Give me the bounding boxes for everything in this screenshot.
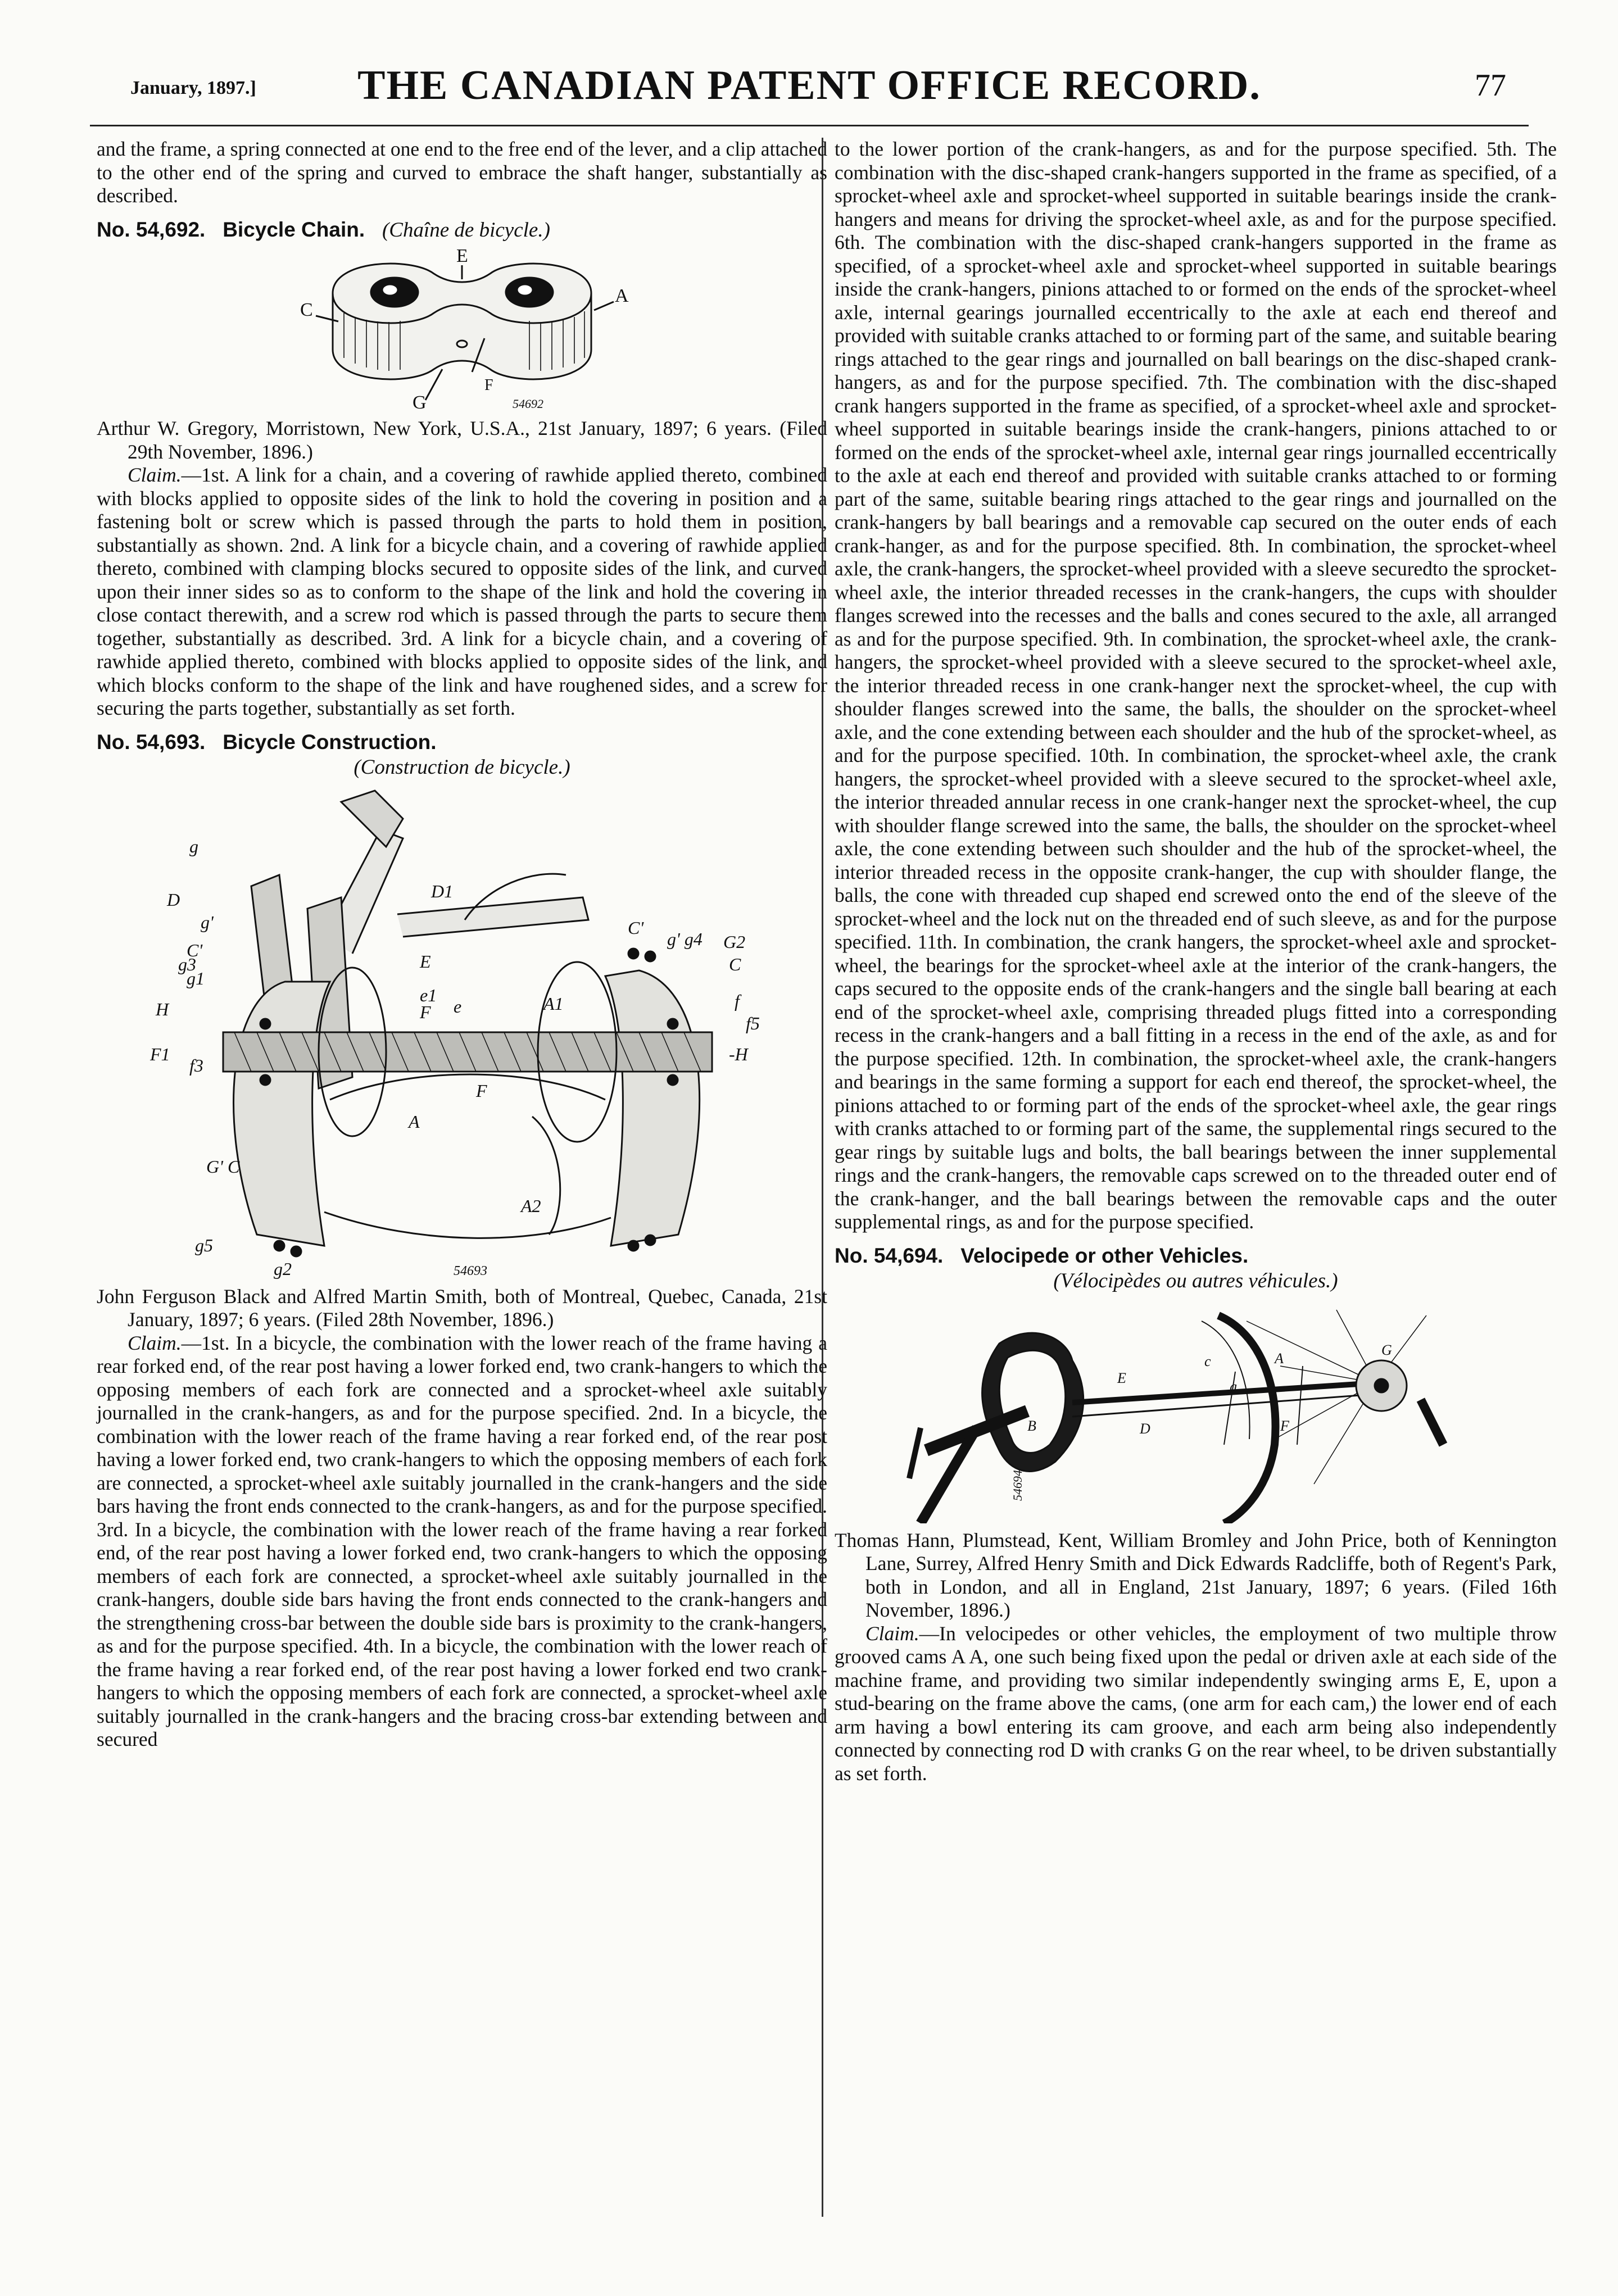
fig-label: -H <box>729 1043 748 1064</box>
claim-text: —1st. In a bicycle, the combination with the lower reach of the frame having a rear forked end, of the rear post having a lower forked end, two crank-hangers to which the opposing members of each fork are connected and a sprocket-wheel axle suitably journalled in the crank-hangers, as and for the purpose specified. 2nd. In a bicycle, the combination with the lower reach of the frame having a rear forked end, of the rear post having a lower forked end, two crank-hangers to which the opposing members of each fork are connected, a sprocket-wheel axle suitably journalled in the crank-hangers and the side bars having the front ends connected to the crank-hangers, as and for the purpose specified. 3rd. In a bicycle, the combination with the lower reach of the frame having a rear forked end, of the rear post having a lower forked end, two crank-hangers to which the opposing members of each fork are connected, a sprocket-wheel axle suitably journalled in the crank-hangers, double side bars having the front ends connected to the crank-hangers and the strengthening cross-bar between the double side bars is proximity to the crank-hangers, as and for the purpose specified. 4th. In a bicycle, the combination with the lower reach of the frame having a rear forked end, of the rear post having a lower forked end two crank-hangers to which the opposing members of each fork are connected, a sprocket-wheel axle suitably journalled in the crank-hangers and the bracing cross-bar extending between and secured <box>97 1331 827 1750</box>
fig-label: c <box>1204 1353 1211 1369</box>
bicycle-chain-figure <box>248 248 676 411</box>
fig-label: D <box>1139 1420 1150 1437</box>
fig-label: g5 <box>195 1235 213 1255</box>
fig-label: g1 <box>187 968 205 988</box>
fig-label: f3 <box>189 1055 203 1076</box>
claim-label: Claim. <box>128 464 182 486</box>
fig-label: A1 <box>543 993 564 1014</box>
figure-caption: 54694 <box>1010 1469 1025 1501</box>
fig-label: H <box>156 999 169 1019</box>
patent-title-fr: (Chaîne de bicycle.) <box>382 218 550 242</box>
fig-label: f <box>735 990 740 1011</box>
claim-label: Claim. <box>128 1331 182 1354</box>
fig-label: g' g4 <box>667 928 703 949</box>
patent-title-fr: (Construction de bicycle.) <box>353 756 570 779</box>
claim-text: —1st. A link for a chain, and a covering of rawhide applied thereto, combined with blocks applied to opposite sides of the link to hold the covering in position and a fastening bolt or screw which is passed through the parts to hold them in position, substantially as shown. 2nd. A link for a bicycle chain, and a covering of rawhide applied thereto, combined with clamping blocks secured to opposite sides of the link, and curved upon their inner sides so as to conform to the shape of the link and hold the covering in close contact therewith, and a screw rod which is passed through the parts to secure them together, substantially as described. 3rd. A link for a bicycle chain, and a covering of rawhide applied thereto, combined with blocks applied to opposite sides of the link, and which blocks conform to the shape of the link and have roughened sides, and a screw for securing the parts together, substantially as set forth. <box>97 464 827 719</box>
header-date: January, 1897.] <box>130 78 256 98</box>
fig-label: e <box>454 996 462 1017</box>
fig-label: g <box>1229 1378 1237 1395</box>
patent-number: No. 54,692. <box>97 217 206 241</box>
fig-label: e1 <box>420 984 437 1005</box>
patent-number: No. 54,694. <box>835 1244 944 1267</box>
fig-label: E <box>456 248 468 266</box>
fig-label: F <box>420 1001 431 1022</box>
fig-label: F <box>476 1080 487 1101</box>
claim-label: Claim. <box>865 1622 919 1645</box>
fig-label: G2 <box>723 931 746 952</box>
fig-label: E <box>1117 1369 1126 1386</box>
fig-label: D1 <box>431 881 454 901</box>
fig-label: g <box>189 836 198 856</box>
patent-heading-54692 <box>97 218 827 242</box>
continuation-text: and the frame, a spring connected at one end to the free end of the lever, and a clip attached to the other end of the spring and curved to embrace the shaft hanger, substantially as described. <box>97 138 827 207</box>
patent-title: Bicycle Chain. <box>223 217 365 241</box>
fig-label: G <box>413 392 427 411</box>
fig-label: f5 <box>746 1013 760 1033</box>
figure-caption: 54693 <box>454 1263 487 1278</box>
fig-label: C' <box>187 940 203 960</box>
patent-title: Velocipede or other Vehicles. <box>960 1244 1249 1267</box>
fig-label: C' <box>628 917 644 938</box>
claim-text: —In velocipedes or other vehicles, the employment of two multiple throw grooved cams A A, one such being fixed upon the pedal or driven axle at each side of the machine frame, and providing two similar independently swinging arms E, E, upon a stud-bearing on the frame above the cams, (one arm for each cam,) the lower end of each arm having a bowl entering its cam groove, and each arm being also independently connected by connecting rod D with cranks G on the rear wheel, to be driven substantially as set forth. <box>835 1622 1557 1785</box>
fig-label: F <box>1280 1417 1289 1434</box>
fig-label: g3 <box>178 954 196 974</box>
patent-number: No. 54,693. <box>97 730 206 754</box>
patent-inventor: John Ferguson Black and Alfred Martin Smith, both of Montreal, Quebec, Canada, 21st January, 1897; 6 years. (Filed 28th November, 1896.) <box>97 1285 827 1331</box>
page-number: 77 <box>1475 68 1506 103</box>
fig-label: E <box>420 951 431 972</box>
left-column <box>97 138 827 1752</box>
velocipede-figure <box>887 1299 1505 1523</box>
fig-label: A2 <box>521 1195 541 1216</box>
fig-label: F1 <box>150 1043 170 1064</box>
patent-claim <box>97 1332 827 1752</box>
patent-heading-54694 <box>835 1244 1557 1268</box>
fig-label: B <box>1027 1417 1036 1434</box>
continuation-text: to the lower portion of the crank-hangers, as and for the purpose specified. 5th. The combination with the disc-shaped crank-hangers supported in the frame as specified, of a sprocket-wheel axle and sprocket-wheel supported in suitable bearings inside the crank-hangers and means for driving the sprocket-wheel axle, as and for the purpose specified. 6th. The combination with the disc-shaped crank-hangers supported in the frame as specified, of a sprocket-wheel axle and sprocket-wheel supported in suitable bearings inside the crank-hangers, pinions attached to or formed on the ends of the sprocket-wheel axle, internal gearings journalled eccentrically to the axle at each end thereof and provided with suitable cranks attached to or forming part of the same, and suitable bearing rings attached to the gear rings and journalled on ball bearings on the disc-shaped crank-hangers, as and for the purpose specified. 7th. The combination with the disc-shaped crank hangers supported in the frame as specified, of a sprocket-wheel axle and sprocket-wheel supported in suitable bearings inside the crank-hangers, pinions attached to or formed on the ends of the sprocket-wheel axle, internal gear rings journalled eccentrically to the axle at each end thereof and provided with suitable cranks attached to or forming part of the same, suitable bearing rings attached to the gear rings and journalled on the crank-hangers by ball bearings and a removable cap secured on the outer ends of each crank-hanger, as and for the purpose specified. 8th. In combination, the sprocket-wheel axle, the crank-hangers, the sprocket-wheel provided with a sleeve securedto the sprocket-wheel axle, the interior threaded recesses in the crank-hangers, the cups with shoulder flanges screwed into the recesses and the balls and cones secured to the axle, all arranged as and for the purpose specified. 9th. In combination, the sprocket-wheel axle, the crank-hangers, the sprocket-wheel provided with a sleeve secured to the sprocket-wheel axle, the interior threaded recess in one crank-hanger next the sprocket-wheel, the cup with shoulder flanges screwed into the same, the balls, the shoulder on the sprocket-wheel axle, and the cone extending between each shoulder and the hub of the sprocket-wheel, as and for the purpose specified. 10th. In combination, the sprocket-wheel axle, the crank hangers, the sprocket-wheel provided with a sleeve secured to the sprocket-wheel axle, the interior threaded annular recess in one crank-hanger next the sprocket-wheel, the cup with shoulder flange screwed into the same, the balls, the shoulder on the sprocket-wheel axle, the cone extending between such shoulder and the hub of the sprocket-wheel, the interior threaded recess in the opposite crank-hanger, the cup with shoulder flange, the balls, the cone with threaded cup shaped end screwed onto the end of the sleeve of the sprocket-wheel and the lock nut on the threaded end of such sleeve, as and for the purpose specified. 11th. In combination, the crank hangers, the sprocket-wheel axle and sprocket-wheel, the bearings for the sprocket-wheel axle at the interior of the crank-hangers, the caps secured to the opposite ends of the crank-hangers and the single ball bearing at each end of the sprocket-wheel axle, comprising threaded plugs fitted into a corresponding recess in the crank-hangers and a ball fitting in a recess in the end of the axle, as and for the purpose specified. 12th. In combination, the sprocket-wheel axle, the crank-hangers and bearings in the same forming a support for each end thereof, the sprocket-wheel, the pinions attached to or forming part of the ends of the sprocket-wheel axle, the gear rings with cranks attached to or forming part of the same, the supplemental rings secured to the gear rings by suitable lugs and bolts, the ball bearings between the inner supplemental rings and the crank-hangers, the removable caps screwed on to the threaded outer end of the crank-hanger, and the ball bearings between the removable caps and the outer supplemental rings, as and for the purpose specified. <box>835 138 1557 1233</box>
patent-inventor: Thomas Hann, Plumstead, Kent, William Bromley and John Price, both of Kennington Lane, Surrey, Alfred Henry Smith and Dick Edwards Radcliffe, both of Regent's Park, both in London, and all in England, 21st January, 1897; 6 years. (Filed 16th November, 1896.) <box>835 1528 1557 1621</box>
fig-label: C <box>729 954 741 974</box>
patent-heading-54693 <box>97 730 827 754</box>
fig-label: A <box>615 285 629 306</box>
patent-title-fr: (Vélocipèdes ou autres véhicules.) <box>1053 1269 1338 1292</box>
page-header <box>90 62 1529 124</box>
header-title: THE CANADIAN PATENT OFFICE RECORD. <box>357 62 1261 108</box>
fig-label: C <box>300 300 313 320</box>
fig-label: g2 <box>274 1258 292 1279</box>
patent-inventor: Arthur W. Gregory, Morristown, New York, U.S.A., 21st January, 1897; 6 years. (Filed 29th November, 1896.) <box>97 417 827 463</box>
header-rule <box>90 125 1529 126</box>
patent-claim <box>835 1622 1557 1786</box>
figure-caption: 54692 <box>513 397 543 411</box>
fig-label: A <box>409 1111 420 1132</box>
fig-label: G <box>1381 1341 1392 1358</box>
fig-label: G' C <box>206 1156 240 1177</box>
patent-claim <box>97 464 827 720</box>
right-column <box>835 138 1557 1785</box>
bicycle-construction-figure <box>139 785 785 1279</box>
fig-label: F <box>484 376 493 394</box>
fig-label: D <box>167 889 180 910</box>
fig-label: A <box>1274 1350 1284 1367</box>
fig-label: g' <box>201 911 214 932</box>
patent-title: Bicycle Construction. <box>223 730 437 754</box>
